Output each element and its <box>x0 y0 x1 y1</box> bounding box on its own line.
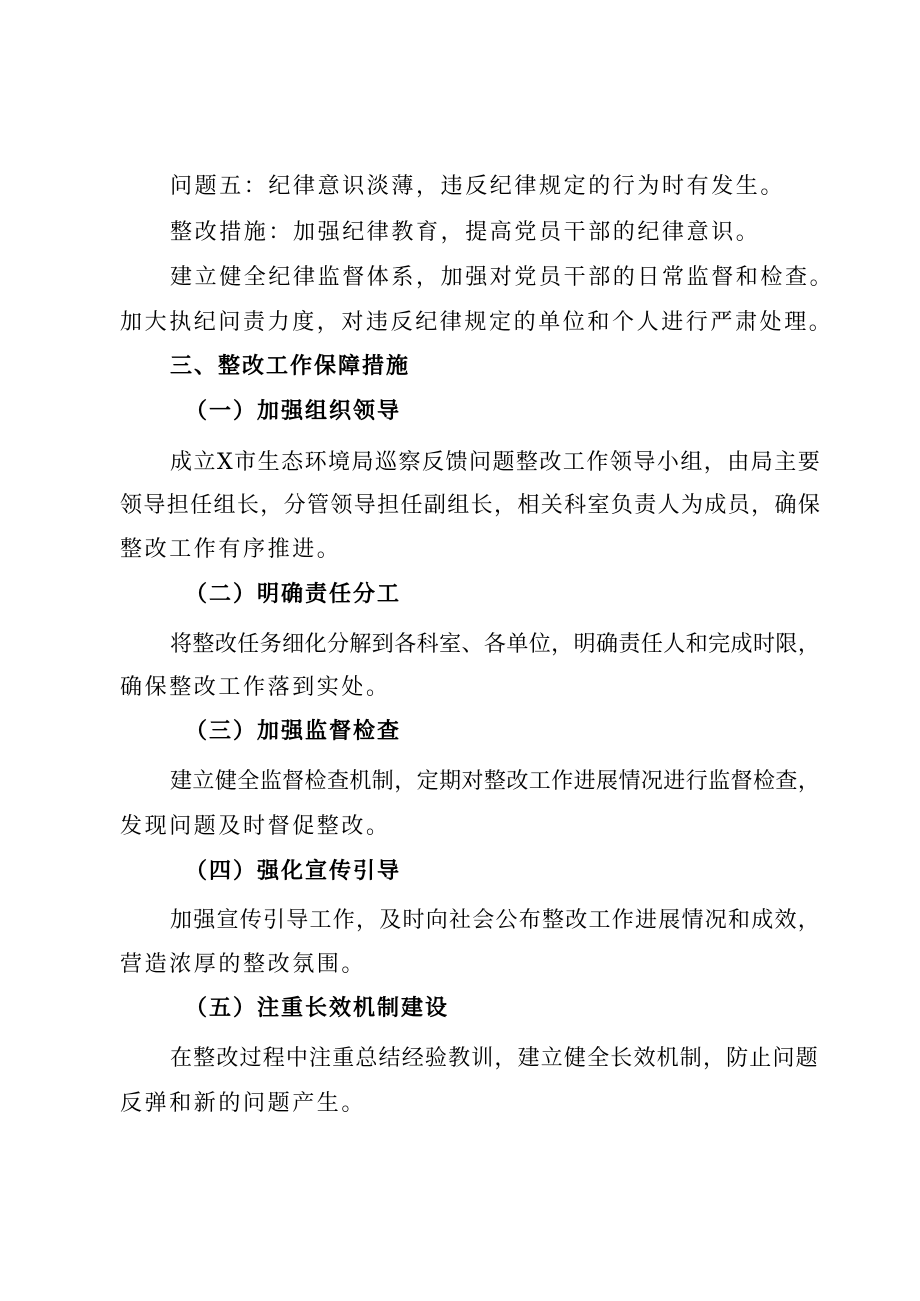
text-glyph: 各 <box>483 632 506 657</box>
text-glyph: 机 <box>656 1046 679 1071</box>
text-glyph: 单 <box>506 632 529 657</box>
text-glyph: 责 <box>634 493 657 518</box>
text-glyph: 制 <box>679 1046 702 1071</box>
text-glyph: 任 <box>190 493 213 518</box>
text-glyph: 立 <box>192 769 215 794</box>
text-glyph: ， <box>751 493 774 518</box>
text-glyph: ， <box>797 908 820 933</box>
text-glyph: 工 <box>528 769 551 794</box>
text-glyph: 制 <box>371 769 394 794</box>
text-glyph: 科 <box>416 632 439 657</box>
text-glyph: 程 <box>262 1046 285 1071</box>
text-glyph: 结 <box>378 1046 401 1071</box>
paragraph-line <box>120 491 820 521</box>
text-glyph: 机 <box>349 769 372 794</box>
text-glyph: 期 <box>439 769 462 794</box>
text-glyph: 明 <box>573 632 596 657</box>
text-glyph: 健 <box>214 769 237 794</box>
text-glyph: 局 <box>351 450 374 475</box>
text-glyph: 成 <box>730 632 753 657</box>
text-glyph: 防 <box>726 1046 749 1071</box>
text-glyph: 改 <box>539 450 562 475</box>
text-glyph: 定 <box>416 769 439 794</box>
text-glyph: ， <box>394 769 417 794</box>
text-glyph: 改 <box>214 632 237 657</box>
text-glyph: 和 <box>728 908 751 933</box>
text-glyph: 过 <box>239 1046 262 1071</box>
measure-statement: 整改措施：加强纪律教育，提高党员干部的纪律意识。 <box>170 220 761 245</box>
text-glyph: 进 <box>635 908 658 933</box>
text-glyph: 长 <box>610 1046 633 1071</box>
text-glyph: ， <box>356 908 379 933</box>
text-glyph: 关 <box>540 493 563 518</box>
text-glyph: 向 <box>425 908 448 933</box>
text-glyph: 会 <box>472 908 495 933</box>
text-glyph: 整 <box>542 908 565 933</box>
text-glyph: ， <box>494 1046 517 1071</box>
text-glyph: 担 <box>166 493 189 518</box>
subsection-heading: （三）加强监督检查 <box>185 719 402 744</box>
text-glyph: 教 <box>448 1046 471 1071</box>
text-glyph: 时 <box>402 908 425 933</box>
text-glyph: 检 <box>304 769 327 794</box>
text-glyph: 效 <box>774 908 797 933</box>
text-glyph: 建 <box>517 1046 540 1071</box>
text-glyph: 中 <box>285 1046 308 1071</box>
problem-statement: 问题五：纪律意识淡薄，违反纪律规定的行为时有发生。 <box>170 174 786 199</box>
text-glyph: 分 <box>326 632 349 657</box>
text-glyph: 强 <box>193 908 216 933</box>
text-glyph: 整 <box>192 632 215 657</box>
text-glyph: 小 <box>656 450 679 475</box>
text-glyph: 监 <box>708 769 731 794</box>
text-glyph: 全 <box>587 1046 610 1071</box>
text-glyph: 态 <box>281 450 304 475</box>
text-glyph: 立 <box>193 450 216 475</box>
text-glyph: 宣 <box>216 908 239 933</box>
paragraph-line <box>170 630 820 660</box>
text-glyph: ， <box>260 493 283 518</box>
text-glyph: 展 <box>658 908 681 933</box>
text-glyph: 及 <box>379 908 402 933</box>
text-glyph: 长 <box>236 493 259 518</box>
paragraph-line <box>170 448 820 478</box>
text-glyph: 室 <box>587 493 610 518</box>
text-glyph: ， <box>551 632 574 657</box>
text-glyph: 况 <box>640 769 663 794</box>
text-glyph: 组 <box>447 493 470 518</box>
text-glyph: 作 <box>611 908 634 933</box>
text-glyph: 保 <box>797 493 820 518</box>
text-glyph: 进 <box>573 769 596 794</box>
text-glyph: 布 <box>518 908 541 933</box>
text-glyph: 作 <box>551 769 574 794</box>
text-glyph: 组 <box>680 450 703 475</box>
text-glyph: 确 <box>596 632 619 657</box>
text-glyph: 解 <box>349 632 372 657</box>
text-glyph: 行 <box>685 769 708 794</box>
text-glyph: 各 <box>394 632 417 657</box>
text-glyph: 环 <box>304 450 327 475</box>
text-glyph: 情 <box>618 769 641 794</box>
text-glyph: 责 <box>618 632 641 657</box>
text-glyph: ， <box>494 493 517 518</box>
text-glyph: 生 <box>257 450 280 475</box>
text-glyph: 位 <box>528 632 551 657</box>
subsection-heading: （二）明确责任分工 <box>185 582 402 607</box>
text-glyph: 确 <box>774 493 797 518</box>
text-glyph: 导 <box>633 450 656 475</box>
text-glyph: 相 <box>517 493 540 518</box>
text-glyph: 巡 <box>375 450 398 475</box>
paragraph-line: 营造浓厚的整改氛围。 <box>120 952 367 977</box>
text-glyph: 察 <box>398 450 421 475</box>
text-glyph: 为 <box>681 493 704 518</box>
text-glyph: 成 <box>751 908 774 933</box>
text-glyph: 组 <box>213 493 236 518</box>
text-glyph: 题 <box>492 450 515 475</box>
text-glyph: 室 <box>439 632 462 657</box>
measure-paragraph-line: 建立健全纪律监督体系，加强对党员干部的日常监督和检查。 <box>170 265 835 290</box>
text-glyph: 对 <box>461 769 484 794</box>
text-glyph: 问 <box>772 1046 795 1071</box>
subsection-heading: （四）强化宣传引导 <box>185 859 402 884</box>
text-glyph: 由 <box>727 450 750 475</box>
text-glyph: 检 <box>752 769 775 794</box>
text-glyph: 务 <box>259 632 282 657</box>
text-glyph: 领 <box>120 493 143 518</box>
text-glyph: 限 <box>775 632 798 657</box>
text-glyph: 注 <box>309 1046 332 1071</box>
text-glyph: 员 <box>727 493 750 518</box>
text-glyph: 改 <box>565 908 588 933</box>
text-glyph: 分 <box>283 493 306 518</box>
text-glyph: 任 <box>400 493 423 518</box>
text-glyph: ， <box>797 769 820 794</box>
text-glyph: 细 <box>282 632 305 657</box>
text-glyph: 化 <box>304 632 327 657</box>
text-glyph: 总 <box>355 1046 378 1071</box>
paragraph-line: 确保整改工作落到实处。 <box>120 675 391 700</box>
paragraph-line <box>170 906 820 936</box>
text-glyph: 止 <box>749 1046 772 1071</box>
text-glyph: 担 <box>377 493 400 518</box>
text-glyph: 改 <box>216 1046 239 1071</box>
text-glyph: 效 <box>633 1046 656 1071</box>
text-glyph: 整 <box>515 450 538 475</box>
text-glyph: 科 <box>564 493 587 518</box>
text-glyph: 经 <box>401 1046 424 1071</box>
text-glyph: 社 <box>449 908 472 933</box>
text-glyph: 时 <box>752 632 775 657</box>
text-glyph: 况 <box>704 908 727 933</box>
text-glyph: 到 <box>371 632 394 657</box>
text-glyph: 要 <box>797 450 820 475</box>
text-glyph: 全 <box>237 769 260 794</box>
text-glyph: 将 <box>170 632 193 657</box>
text-glyph: 整 <box>193 1046 216 1071</box>
text-glyph: 市 <box>234 450 257 475</box>
text-glyph: 和 <box>685 632 708 657</box>
text-glyph: 训 <box>471 1046 494 1071</box>
text-glyph: 公 <box>495 908 518 933</box>
text-glyph: 加 <box>170 908 193 933</box>
text-glyph: 导 <box>143 493 166 518</box>
text-glyph: 督 <box>730 769 753 794</box>
text-glyph: 境 <box>328 450 351 475</box>
paragraph-line: 整改工作有序推进。 <box>120 537 342 562</box>
text-glyph: 成 <box>704 493 727 518</box>
text-glyph: 工 <box>562 450 585 475</box>
text-glyph: 查 <box>775 769 798 794</box>
text-glyph: 管 <box>307 493 330 518</box>
text-glyph: 健 <box>563 1046 586 1071</box>
paragraph-line: 发现问题及时督促整改。 <box>120 814 391 839</box>
text-glyph: 查 <box>326 769 349 794</box>
text-glyph: 重 <box>332 1046 355 1071</box>
text-glyph: 成 <box>170 450 193 475</box>
text-glyph: 负 <box>610 493 633 518</box>
text-glyph: ， <box>703 450 726 475</box>
text-glyph: ， <box>702 1046 725 1071</box>
text-glyph: 在 <box>170 1046 193 1071</box>
text-glyph: 任 <box>640 632 663 657</box>
subsection-heading: （一）加强组织领导 <box>185 399 402 424</box>
text-glyph: 工 <box>309 908 332 933</box>
text-glyph: 长 <box>470 493 493 518</box>
text-glyph: 领 <box>330 493 353 518</box>
text-glyph: 主 <box>774 450 797 475</box>
text-glyph: 副 <box>423 493 446 518</box>
text-glyph: 导 <box>286 908 309 933</box>
text-glyph: 督 <box>282 769 305 794</box>
text-glyph: 改 <box>506 769 529 794</box>
measure-paragraph-line: 加大执纪问责力度，对违反纪律规定的单位和个人进行严肃处理。 <box>120 310 834 335</box>
text-glyph: ， <box>797 632 820 657</box>
paragraph-line <box>170 1044 818 1074</box>
text-glyph: X <box>216 450 233 475</box>
text-glyph: 传 <box>239 908 262 933</box>
paragraph-line <box>170 767 820 797</box>
text-glyph: 情 <box>681 908 704 933</box>
text-glyph: 馈 <box>445 450 468 475</box>
subsection-heading: （五）注重长效机制建设 <box>185 996 450 1021</box>
text-glyph: 领 <box>609 450 632 475</box>
text-glyph: 监 <box>259 769 282 794</box>
paragraph-line: 反弹和新的问题产生。 <box>120 1091 367 1116</box>
text-glyph: 展 <box>596 769 619 794</box>
text-glyph: 作 <box>332 908 355 933</box>
text-glyph: 建 <box>170 769 193 794</box>
text-glyph: 导 <box>353 493 376 518</box>
text-glyph: 、 <box>461 632 484 657</box>
text-glyph: 引 <box>263 908 286 933</box>
text-glyph: 工 <box>588 908 611 933</box>
text-glyph: 整 <box>483 769 506 794</box>
text-glyph: 人 <box>663 632 686 657</box>
text-glyph: 任 <box>237 632 260 657</box>
text-glyph: 完 <box>708 632 731 657</box>
text-glyph: 局 <box>750 450 773 475</box>
text-glyph: 题 <box>795 1046 818 1071</box>
text-glyph: 验 <box>424 1046 447 1071</box>
text-glyph: 作 <box>586 450 609 475</box>
section-heading: 三、整改工作保障措施 <box>170 354 411 379</box>
text-glyph: 人 <box>657 493 680 518</box>
text-glyph: 问 <box>468 450 491 475</box>
text-glyph: 反 <box>421 450 444 475</box>
text-glyph: 立 <box>540 1046 563 1071</box>
text-glyph: 进 <box>663 769 686 794</box>
